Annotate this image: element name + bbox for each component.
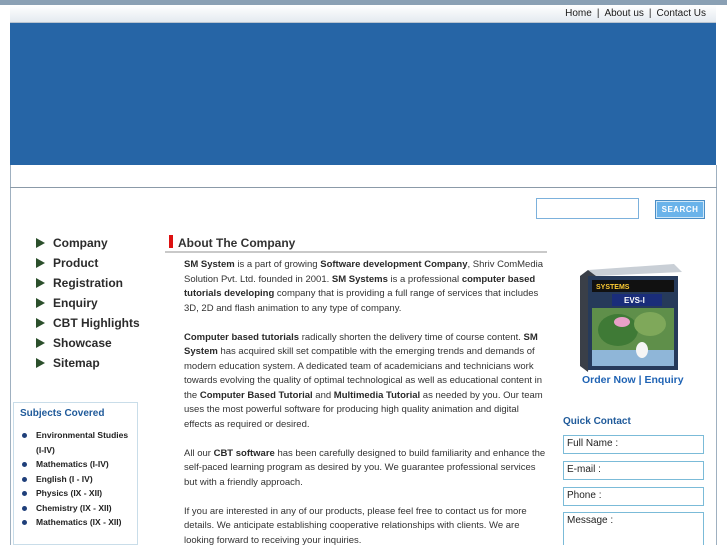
page-title: About The Company bbox=[178, 236, 296, 250]
quick-contact-title: Quick Contact bbox=[563, 416, 631, 427]
email-field[interactable]: E-mail : bbox=[563, 461, 704, 480]
subject-label: Mathematics (I-IV) bbox=[36, 459, 109, 469]
bold-text: computer based tutorials developing bbox=[184, 273, 536, 299]
nav-item-showcase[interactable] bbox=[36, 333, 140, 353]
nav-item-label: CBT Highlights bbox=[53, 316, 140, 330]
bold-text: CBT software bbox=[213, 447, 275, 459]
bullet-icon bbox=[22, 506, 27, 511]
home-link[interactable]: Home bbox=[565, 8, 592, 19]
order-links bbox=[582, 374, 684, 386]
nav-item-label: Company bbox=[53, 236, 108, 250]
bold-text: Computer Based Tutorial bbox=[199, 389, 313, 401]
title-divider bbox=[165, 251, 547, 253]
arrow-right-icon bbox=[36, 298, 45, 308]
bold-text: Computer based tutorials bbox=[184, 331, 300, 343]
subjects-title: Subjects Covered bbox=[20, 408, 105, 419]
search-input[interactable] bbox=[536, 198, 639, 219]
order-separator: | bbox=[638, 374, 642, 386]
box-top bbox=[588, 264, 682, 276]
subject-label: Physics (IX - XII) bbox=[36, 488, 103, 498]
paragraph-cbt bbox=[184, 331, 546, 433]
nav-item-enquiry[interactable] bbox=[36, 293, 140, 313]
message-field[interactable]: Message : bbox=[563, 512, 704, 545]
bold-text: Multimedia Tutorial bbox=[333, 389, 421, 401]
box-bird bbox=[636, 342, 648, 358]
subject-label: English (I - IV) bbox=[36, 473, 93, 484]
paragraph-intro bbox=[184, 258, 546, 316]
side-nav bbox=[36, 233, 140, 373]
subject-item[interactable] bbox=[20, 486, 136, 501]
bold-text: SM System bbox=[184, 259, 235, 270]
link-separator: | bbox=[648, 8, 652, 19]
box-brand-text: SYSTEMS bbox=[596, 284, 630, 291]
nav-item-label: Registration bbox=[53, 276, 124, 290]
paragraph-software bbox=[184, 447, 546, 491]
bold-text: SM Systems bbox=[331, 273, 388, 285]
top-bar bbox=[10, 5, 716, 23]
body-text: is a professional bbox=[387, 273, 462, 285]
subject-item[interactable] bbox=[20, 472, 136, 487]
nav-item-sitemap[interactable] bbox=[36, 353, 140, 373]
box-foliage bbox=[634, 312, 666, 336]
body-text: , Shriv ComMedia Solution Pvt. Ltd. founded in 2001. bbox=[184, 259, 544, 285]
body-text: If you are interested in any of our products, please feel free to contact us for more details. We anticipate establishing cooperative relationships with clients. We are looking forward to receiving your inquiries. bbox=[184, 505, 527, 545]
subject-item[interactable] bbox=[20, 501, 136, 516]
arrow-right-icon bbox=[36, 258, 45, 268]
section-marker bbox=[169, 235, 173, 248]
arrow-right-icon bbox=[36, 238, 45, 248]
about-content bbox=[184, 258, 546, 545]
subject-item[interactable] bbox=[20, 428, 136, 457]
body-text: and bbox=[312, 389, 334, 401]
box-flowers bbox=[614, 317, 630, 327]
nav-item-label: Product bbox=[53, 256, 99, 270]
paragraph-contact bbox=[184, 505, 546, 545]
nav-item-product[interactable] bbox=[36, 253, 140, 273]
product-box-image[interactable] bbox=[578, 262, 682, 372]
search-button[interactable]: SEARCH bbox=[655, 200, 705, 219]
nav-item-label: Sitemap bbox=[53, 356, 100, 370]
body-text: is a part of growing bbox=[234, 259, 321, 270]
nav-item-registration[interactable] bbox=[36, 273, 140, 293]
arrow-right-icon bbox=[36, 318, 45, 328]
bold-text: SM System bbox=[184, 331, 538, 357]
order-now-link[interactable]: Order Now bbox=[582, 374, 636, 386]
frame-divider bbox=[10, 187, 717, 188]
body-text: has been carefully designed to build familiarity and enhance the self-paced learning program as desired by you. We guarantee professional services but with a friendly approach. bbox=[184, 447, 546, 488]
nav-item-label: Enquiry bbox=[53, 296, 98, 310]
body-text: All our bbox=[184, 447, 214, 459]
about-us-link[interactable]: About us bbox=[604, 8, 644, 19]
box-title-text: EVS-I bbox=[624, 296, 645, 305]
subjects-list bbox=[20, 428, 136, 530]
box-water bbox=[592, 350, 674, 366]
bullet-icon bbox=[22, 520, 27, 525]
subject-item[interactable] bbox=[20, 457, 136, 472]
nav-item-company[interactable] bbox=[36, 233, 140, 253]
top-links bbox=[565, 8, 706, 19]
body-text: as needed by you. Our team uses the most powerful software for producing high quality animation and digital effects as required or desired. bbox=[184, 389, 543, 430]
subject-label: Chemistry (IX - XII) bbox=[36, 502, 112, 513]
bullet-icon bbox=[22, 462, 27, 467]
full-name-field[interactable]: Full Name : bbox=[563, 435, 704, 454]
nav-item-label: Showcase bbox=[53, 336, 112, 350]
arrow-right-icon bbox=[36, 278, 45, 288]
body-text: company that is providing a full range of services that includes 3D, 2D and flash animation to any type of company. bbox=[184, 288, 539, 314]
bullet-icon bbox=[22, 491, 27, 496]
subject-item[interactable] bbox=[20, 515, 136, 530]
subject-label: Environmental Studies (I-IV) bbox=[36, 430, 129, 455]
arrow-right-icon bbox=[36, 358, 45, 368]
header-banner bbox=[10, 23, 716, 165]
body-text: has acquired skill set compatible with the emerging trends and demands of modern education system. A dedicated team of academicians and technicians work towards evolving the quality of optimal technological as well as educational content in the bbox=[184, 346, 543, 401]
link-separator: | bbox=[596, 8, 600, 19]
bold-text: Software development Company bbox=[320, 259, 468, 270]
body-text: radically shorten the delivery time of course content. bbox=[299, 331, 524, 343]
subject-label: Mathematics (IX - XII) bbox=[36, 517, 122, 527]
bullet-icon bbox=[22, 477, 27, 482]
contact-us-link[interactable]: Contact Us bbox=[656, 8, 706, 19]
enquiry-link[interactable]: Enquiry bbox=[644, 374, 684, 386]
phone-field[interactable]: Phone : bbox=[563, 487, 704, 506]
bullet-icon bbox=[22, 433, 27, 438]
nav-item-cbt-highlights[interactable] bbox=[36, 313, 140, 333]
arrow-right-icon bbox=[36, 338, 45, 348]
